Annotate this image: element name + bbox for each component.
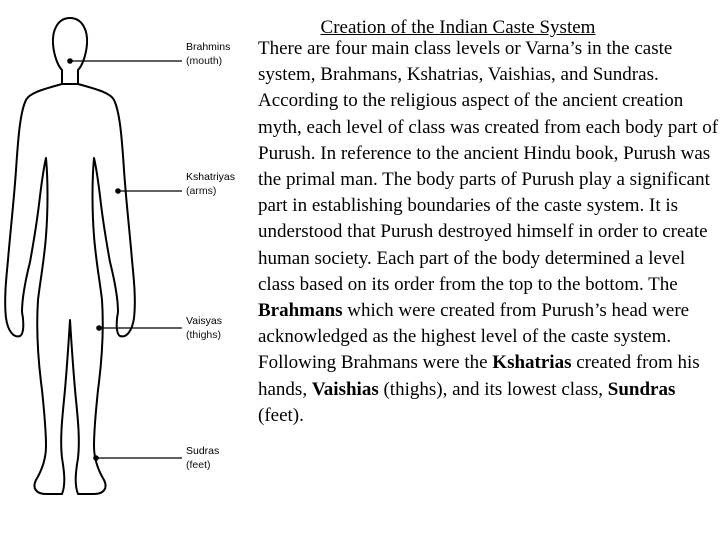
leader-dot-mouth	[68, 59, 72, 63]
human-body-figure	[0, 0, 250, 540]
label-vaisyas	[186, 314, 222, 342]
label-kshatriyas-name: Kshatriyas	[186, 171, 236, 183]
paragraph-bold-segment: Vaishias	[311, 378, 379, 400]
leader-dot-feet	[94, 456, 98, 460]
body-outline	[5, 84, 135, 494]
label-sudras-name: Sudras	[186, 445, 220, 457]
paragraph-bold-segment: Kshatrias	[492, 352, 572, 374]
leader-dot-arms	[116, 189, 120, 193]
label-vaisyas-part: (thighs)	[186, 329, 222, 341]
label-brahmins	[186, 40, 230, 68]
label-kshatriyas-part: (arms)	[186, 185, 217, 197]
label-sudras	[186, 444, 219, 472]
body-paragraph	[258, 36, 720, 429]
label-sudras-part: (feet)	[186, 459, 211, 471]
paragraph-bold-segment: Brahmans	[258, 300, 343, 322]
label-brahmins-name: Brahmins	[186, 41, 231, 53]
head-outline	[53, 18, 87, 84]
paragraph-bold-segment: Sundras	[607, 378, 676, 400]
page-title: Creation of the Indian Caste System	[320, 17, 596, 38]
paragraph-segment: There are four main class levels or Varna’s in the caste system, Brahmans, Kshatrias, Vaishias, and Sundras. According to the religious aspect of the ancient creation myth, each level of class was created from each body part of Purush. In reference to the ancient Hindu book, Purush was the primal man. The body parts of Purush play a significant part in establishing boundaries of the caste system. It is understood that Purush destroyed himself in order to create human society. Each part of the body determined a level class based on its order from the top to the bottom. The	[258, 38, 719, 295]
paragraph-segment: (thighs), and its lowest class,	[378, 378, 608, 400]
paragraph-segment: (feet).	[258, 404, 304, 426]
paragraph-segment: which were created from Purush’s head were acknowledged as the highest level of the caste system. Following Brahmans were the	[258, 300, 690, 374]
label-kshatriyas	[186, 170, 235, 198]
label-brahmins-part: (mouth)	[186, 55, 223, 67]
leader-dot-thighs	[97, 326, 101, 330]
label-vaisyas-name: Vaisyas	[186, 315, 222, 327]
paragraph-segment: created from his hands,	[258, 352, 700, 400]
